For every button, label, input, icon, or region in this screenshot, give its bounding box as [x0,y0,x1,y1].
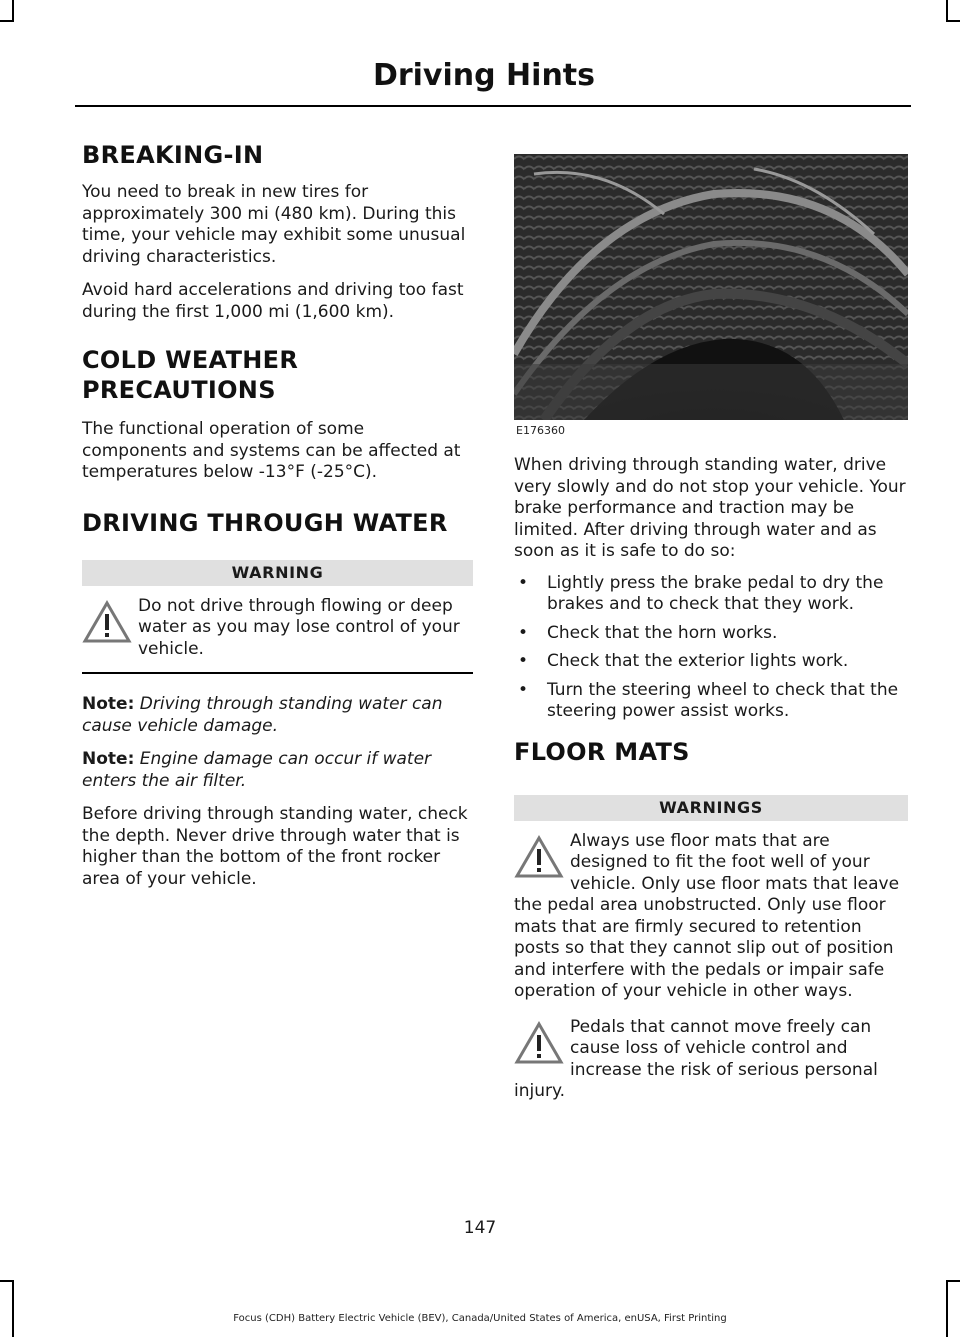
warning-block-floor-mats-2 [514,1017,908,1103]
breaking-in-paragraph-1: You need to break in new tires for approximately 300 mi (480 km). During this time, your vehicle may exhibit some unusual driving characteristics. [82,182,466,267]
crop-mark-bottom-right-v [946,1280,948,1337]
after-water-checklist [514,573,908,723]
driving-through-water-heading: DRIVING THROUGH WATER [82,508,448,537]
crop-mark-top-right-v [946,0,948,22]
warning-text-water: Do not drive through flowing or deep water as you may lose control of your vehicle. [138,595,460,659]
note-text: Driving through standing water can cause vehicle damage. [82,694,443,736]
bullet-icon: • [518,651,529,671]
tire-image [514,154,908,420]
list-item [514,651,908,673]
note-text: Engine damage can occur if water enters the air filter. [82,749,432,791]
note-label: Note: [82,749,135,769]
page-header-title: Driving Hints [372,58,595,93]
list-item [514,680,908,723]
standing-water-paragraph: Before driving through standing water, check the depth. Never drive through water that is higher than the bottom of the front rocker area of your vehicle. [82,804,468,889]
after-water-paragraph: When driving through standing water, drive very slowly and do not stop your vehicle. Your brake performance and traction may be limited. After driving through water and as soon as it is safe to do so: [514,455,906,561]
warning-block-water [82,596,473,661]
note-standing-water [82,694,473,737]
warning-triangle-icon [82,600,132,644]
list-item [514,623,908,645]
note-air-filter [82,749,473,792]
list-item-text: Check that the horn works. [547,622,778,643]
cold-weather-heading-line1: COLD WEATHER [82,346,299,374]
warning-text-floor-mats-2: Pedals that cannot move freely can cause loss of vehicle control and increase the risk of serious personal injury. [514,1016,878,1101]
crop-mark-top-left-v [12,0,14,22]
floor-mats-heading: FLOOR MATS [514,737,690,766]
page-footer: Focus (CDH) Battery Electric Vehicle (BEV), Canada/United States of America, enUSA, First Printing [233,1313,727,1324]
page-number: 147 [463,1218,497,1238]
tire-illustration [514,154,908,420]
warning-block-floor-mats-1 [514,831,908,1003]
warning-text-floor-mats-1: Always use floor mats that are designed to fit the foot well of your vehicle. Only use floor mats that leave the pedal area unobstructed. Only use floor mats that are firmly secured to retention posts so that they cannot slip out of position and interfere with the pedals or impair safe operation of your vehicle in other ways. [514,830,900,1001]
warnings-banner: WARNINGS [514,795,908,821]
list-item [514,573,908,616]
crop-mark-bottom-right-h [946,1280,960,1282]
cold-weather-heading-line2: PRECAUTIONS [82,376,276,404]
bullet-icon: • [518,622,529,643]
list-item-text: Turn the steering wheel to check that the steering power assist works. [547,679,899,721]
left-column [82,140,473,902]
warning-triangle-icon [514,1021,564,1065]
breaking-in-heading: BREAKING-IN [82,141,264,169]
header-rule [75,105,911,107]
warning-banner: WARNING [82,560,473,586]
note-label: Note: [82,694,135,714]
list-item-text: Check that the exterior lights work. [547,651,849,671]
crop-mark-bottom-left-v [12,1280,14,1337]
crop-mark-bottom-left-h [0,1280,14,1282]
figure-caption: E176360 [516,424,565,437]
bullet-icon: • [518,572,529,593]
crop-mark-top-left-h [0,20,14,22]
cold-weather-paragraph: The functional operation of some components and systems can be affected at temperatures below -13°F (-25°C). [82,419,461,482]
breaking-in-paragraph-2: Avoid hard accelerations and driving too fast during the first 1,000 mi (1,600 km). [82,280,464,322]
crop-mark-top-right-h [946,20,960,22]
bullet-icon: • [518,679,529,700]
list-item-text: Lightly press the brake pedal to dry the brakes and to check that they work. [547,572,884,614]
warning-triangle-icon [514,835,564,879]
warning-end-rule [82,672,473,674]
right-column [514,140,908,1103]
